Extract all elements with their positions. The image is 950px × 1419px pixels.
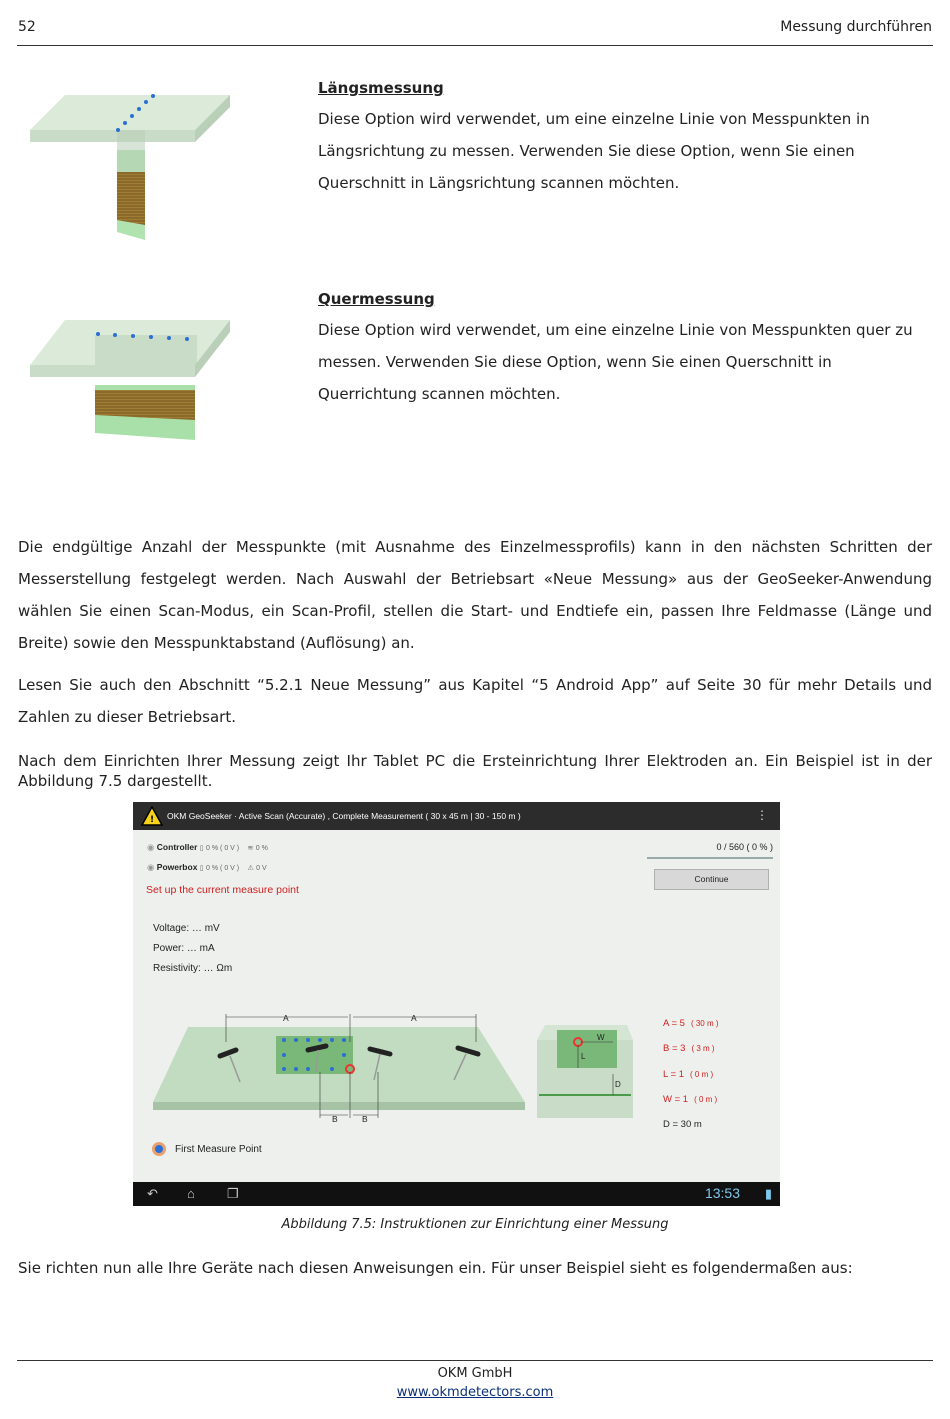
- powerbox-dot-icon: ◉: [147, 862, 155, 872]
- section-title-laengsmessung: Längsmessung: [318, 79, 444, 97]
- legend-d: [663, 1119, 702, 1130]
- paragraph-measurement-points: Die endgültige Anzahl der Messpunkte (mit Ausnahme des Einzelmessprofils) kann in den nächsten Schritten der Messerstellung festgelegt werden. Nach Auswahl der Betriebsart «Neue Messung» aus der GeoSeeker-Anwendung wählen Sie einen Scan-Modus, ein Scan-Profil, stellen die Start- und Endtiefe ein, passen Ihre Feldmasse (Länge und Breite) sowie den Messpunktabstand (Auflösung) an.: [18, 538, 932, 652]
- legend-b: [663, 1043, 715, 1054]
- first-point-icon: [151, 1141, 167, 1157]
- page-number: 52: [18, 19, 36, 35]
- powerbox-label: Powerbox: [156, 862, 198, 872]
- legend-b-unit: ( 3 m ): [691, 1044, 715, 1053]
- header-divider: [17, 45, 933, 46]
- app-title: OKM GeoSeeker · Active Scan (Accurate) , Complete Measurement ( 30 x 45 m | 30 - 150 m ): [167, 811, 521, 821]
- android-nav-bar: [133, 1182, 780, 1206]
- progress-counter: 0 / 560 ( 0 % ): [716, 842, 773, 852]
- dimension-b-right: B: [362, 1114, 368, 1124]
- legend-w-unit: ( 0 m ): [694, 1095, 718, 1104]
- footer-company: OKM GmbH: [437, 1366, 513, 1381]
- controller-status-row: [147, 842, 268, 853]
- section-text-quermessung: Diese Option wird verwendet, um eine einzelne Linie von Messpunkten quer zu messen. Verwenden Sie diese Option, wenn Sie einen Querschnitt in Querrichtung scannen möchten.: [318, 321, 913, 403]
- legend-b-label: B = 3: [663, 1043, 686, 1054]
- longitudinal-measurement-illustration: [25, 90, 235, 250]
- first-point-label: First Measure Point: [175, 1144, 262, 1155]
- power-reading: Power: … mA: [153, 943, 215, 954]
- section-text-laengsmessung: Diese Option wird verwendet, um eine einzelne Linie von Messpunkten in Längsrichtung zu messen. Verwenden Sie diese Option, wenn Sie einen Querschnitt in Längsrichtung scannen möchten.: [318, 110, 870, 192]
- paragraph-see-also: Lesen Sie auch den Abschnitt “5.2.1 Neue Messung” aus Kapitel “5 Android App” auf Seite 30 für mehr Details und Zahlen zu dieser Betriebsart.: [18, 676, 932, 726]
- powerbox-status: 0 % ( 0 V ): [206, 865, 240, 872]
- header-section-title: Messung durchführen: [780, 19, 932, 35]
- transverse-measurement-illustration: [25, 315, 235, 445]
- continue-button[interactable]: Continue: [654, 869, 769, 890]
- legend-a: [663, 1018, 719, 1029]
- legend-a-unit: ( 30 m ): [690, 1019, 719, 1028]
- legend-w-label: W = 1: [663, 1094, 689, 1105]
- overflow-menu-icon[interactable]: ⋮: [756, 808, 768, 822]
- footer-divider: [17, 1360, 933, 1361]
- legend-d-label: D = 30 m: [663, 1119, 702, 1130]
- warning-logo-icon: [141, 806, 163, 826]
- legend-l: [663, 1069, 713, 1080]
- dimension-d: D: [615, 1080, 621, 1089]
- controller-status: 0 % ( 0 V ): [206, 845, 240, 852]
- battery-icon: ▯: [199, 845, 204, 852]
- controller-dot-icon: ◉: [147, 842, 155, 852]
- paragraph-tablet-setup: Nach dem Einrichten Ihrer Messung zeigt Ihr Tablet PC die Ersteinrichtung Ihrer Elektroden an. Ein Beispiel ist in der Abbildung 7.5 dargestellt.: [18, 752, 932, 790]
- dimension-w: W: [597, 1033, 605, 1042]
- clock: 13:53: [704, 1185, 740, 1201]
- progress-bar: [647, 857, 773, 859]
- figure-caption: Abbildung 7.5: Instruktionen zur Einrichtung einer Messung: [281, 1217, 669, 1232]
- powerbox-status-row: [147, 862, 267, 873]
- dimension-l: L: [581, 1052, 586, 1061]
- legend-w: [663, 1094, 717, 1105]
- dimension-a-right: A: [411, 1013, 417, 1023]
- wifi-icon: ≋: [247, 845, 254, 852]
- controller-signal: 0 %: [255, 845, 268, 852]
- controller-label: Controller: [156, 842, 198, 852]
- legend-l-label: L = 1: [663, 1069, 685, 1080]
- section-title-quermessung: Quermessung: [318, 290, 435, 308]
- voltage-reading: Voltage: … mV: [153, 923, 220, 934]
- battery-icon: ▯: [199, 865, 204, 872]
- svg-text:!: !: [149, 815, 155, 825]
- recent-apps-icon[interactable]: ❐: [227, 1186, 239, 1201]
- app-screenshot: [133, 802, 780, 1206]
- back-icon[interactable]: ↶: [147, 1186, 158, 1201]
- powerbox-warning: 0 V: [256, 865, 267, 872]
- depth-block-diagram: [535, 1020, 637, 1120]
- home-icon[interactable]: ⌂: [187, 1186, 195, 1201]
- resistivity-reading: Resistivity: … Ωm: [153, 963, 233, 974]
- dimension-a-left: A: [283, 1013, 289, 1023]
- electrode-setup-diagram: [148, 1012, 528, 1122]
- setup-instruction: Set up the current measure point: [146, 884, 299, 896]
- footer-website-link[interactable]: www.okmdetectors.com: [396, 1385, 554, 1400]
- legend-a-label: A = 5: [663, 1018, 685, 1029]
- app-title-bar: [133, 802, 780, 830]
- warning-icon: ⚠: [247, 865, 254, 872]
- battery-status-icon: ▮: [764, 1186, 772, 1201]
- dimension-b-left: B: [332, 1114, 338, 1124]
- legend-l-unit: ( 0 m ): [690, 1070, 714, 1079]
- paragraph-instructions: Sie richten nun alle Ihre Geräte nach diesen Anweisungen ein. Für unser Beispiel sieht es folgendermaßen aus:: [18, 1259, 853, 1277]
